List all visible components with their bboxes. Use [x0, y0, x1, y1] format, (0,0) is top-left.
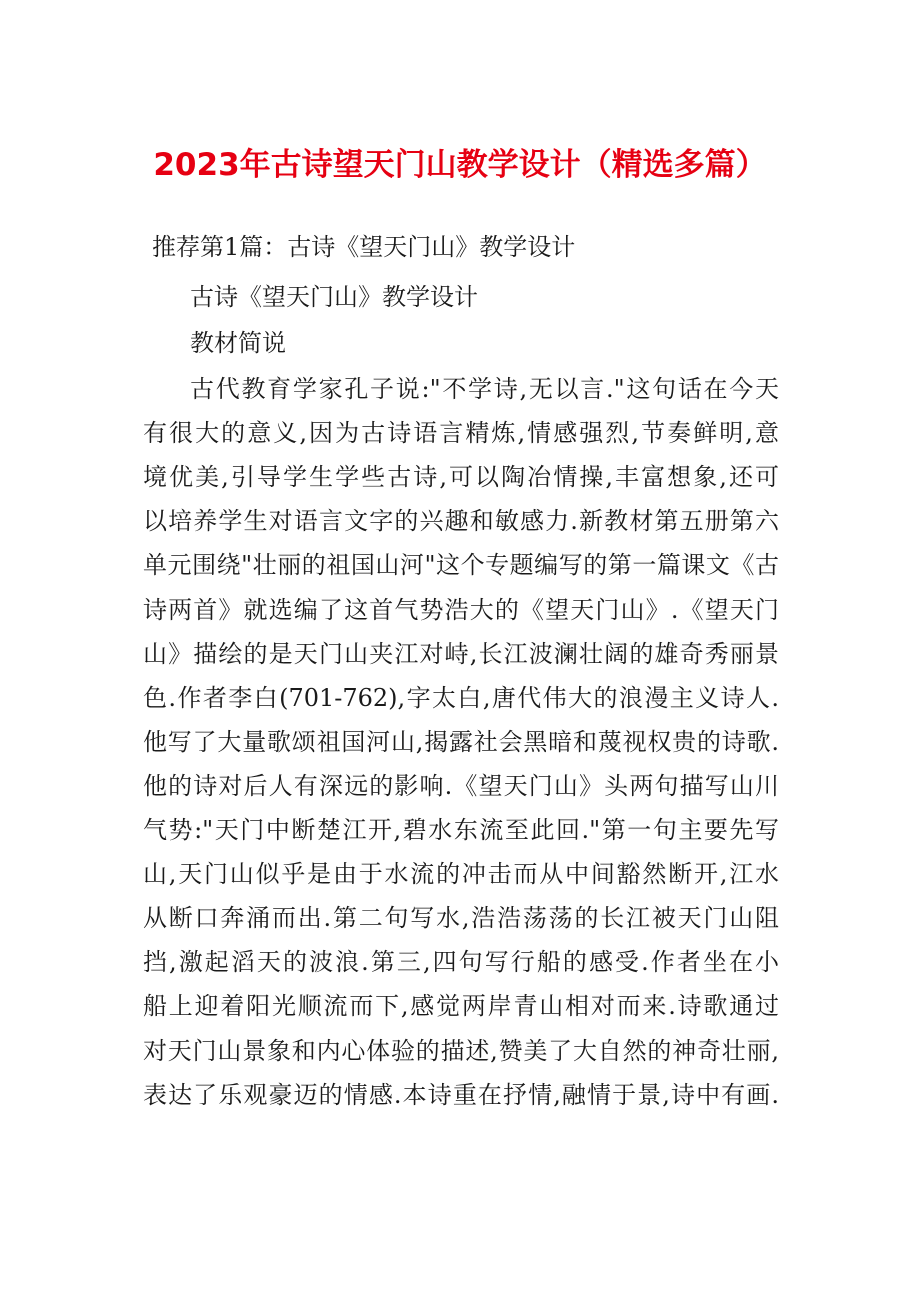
section-heading: 教材简说	[190, 329, 286, 357]
document-title: 2023年古诗望天门山教学设计（精选多篇）	[153, 147, 767, 183]
paragraph-line: 诗两首》就选编了这首气势浩大的《望天门山》.《望天门	[143, 595, 779, 624]
paragraph-line: 从断口奔涌而出.第二句写水,浩浩荡荡的长江被天门山阻	[143, 904, 779, 933]
paragraph-line: 他写了大量歌颂祖国河山,揭露社会黑暗和蔑视权贵的诗歌.	[143, 727, 779, 756]
paragraph-line: 对天门山景象和内心体验的描述,赞美了大自然的神奇壮丽,	[143, 1036, 779, 1065]
paragraph-line: 以培养学生对语言文字的兴趣和敏感力.新教材第五册第六	[143, 507, 779, 536]
paragraph-line: 表达了乐观豪迈的情感.本诗重在抒情,融情于景,诗中有画.	[143, 1080, 779, 1109]
paragraph-line: 气势:"天门中断楚江开,碧水东流至此回."第一句主要先写	[143, 816, 779, 844]
paragraph-line: 挡,激起滔天的波浪.第三,四句写行船的感受.作者坐在小	[143, 948, 779, 977]
paragraph-line: 古代教育学家孔子说:"不学诗,无以言."这句话在今天	[190, 375, 779, 403]
paragraph-line: 有很大的意义,因为古诗语言精炼,情感强烈,节奏鲜明,意	[143, 419, 779, 448]
paragraph-line: 色.作者李白(701-762),字太白,唐代伟大的浪漫主义诗人.	[143, 683, 779, 712]
paragraph-line: 他的诗对后人有深远的影响.《望天门山》头两句描写山川	[143, 771, 779, 800]
paragraph-line: 山,天门山似乎是由于水流的冲击而从中间豁然断开,江水	[143, 860, 779, 889]
paragraph-line: 山》描绘的是天门山夹江对峙,长江波澜壮阔的雄奇秀丽景	[143, 639, 779, 668]
paragraph-line: 船上迎着阳光顺流而下,感觉两岸青山相对而来.诗歌通过	[143, 992, 779, 1021]
paragraph-line: 单元围绕"壮丽的祖国山河"这个专题编写的第一篇课文《古	[143, 551, 779, 580]
article-subtitle: 古诗《望天门山》教学设计	[190, 283, 478, 311]
paragraph-line: 境优美,引导学生学些古诗,可以陶冶情操,丰富想象,还可	[143, 463, 779, 492]
recommend-heading: 推荐第1篇：古诗《望天门山》教学设计	[152, 233, 576, 261]
